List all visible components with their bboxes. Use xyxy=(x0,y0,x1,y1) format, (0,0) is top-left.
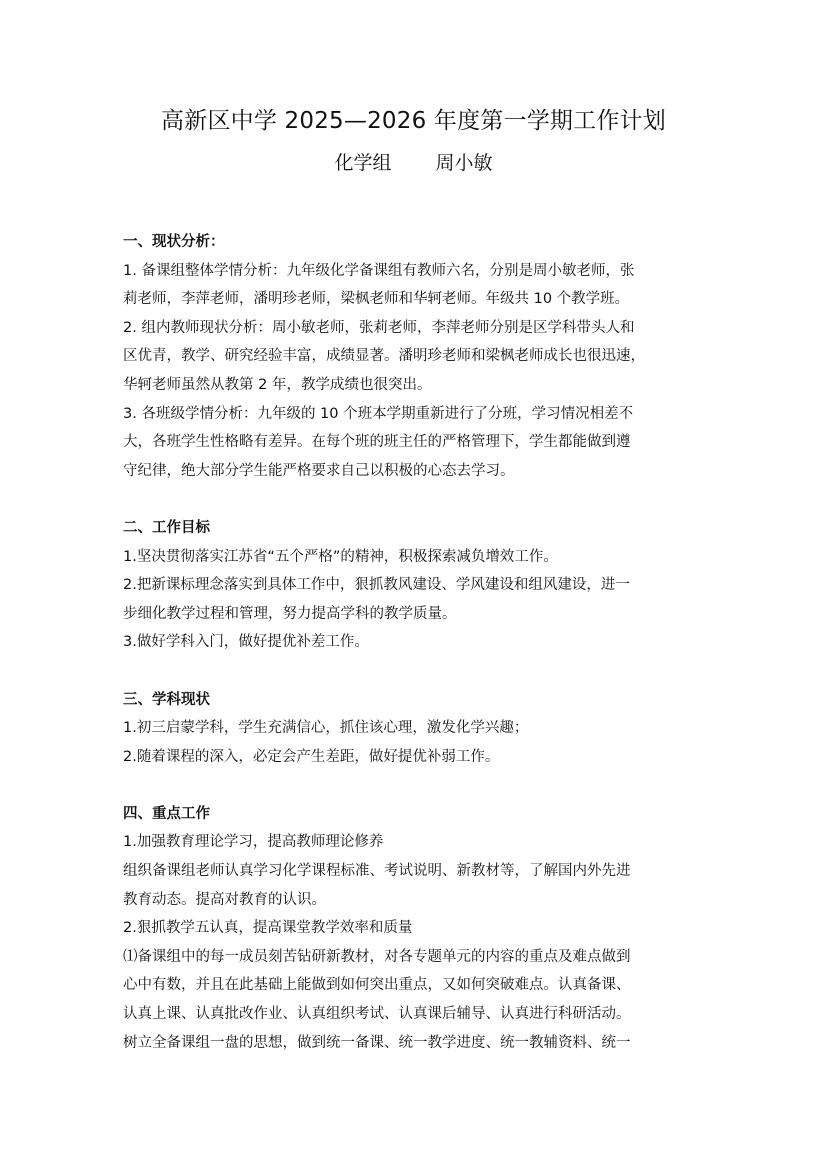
blank-line xyxy=(123,485,713,514)
section-heading: 二、工作目标 xyxy=(123,519,210,536)
section-heading: 一、现状分析： xyxy=(123,234,225,250)
paragraph-line: 2. 组内教师现状分析：周小敏老师，张莉老师，李萍老师分别是区学科带头人和 xyxy=(123,319,635,336)
blank-line xyxy=(123,657,713,686)
document-title: 高新区中学 2025—2026 年度第一学期工作计划 xyxy=(161,108,666,134)
blank-line xyxy=(123,771,713,800)
document-subtitle xyxy=(0,149,827,177)
paragraph-line: 大，各班学生性格略有差异。在每个班的班主任的严格管理下，学生都能做到遵 xyxy=(123,434,631,451)
paragraph-line: 2.把新课标理念落实到具体工作中，狠抓教风建设、学风建设和组风建设，进一 xyxy=(123,577,630,594)
paragraph-line: 1.坚决贯彻落实江苏省“五个严格”的精神，积极探索减负增效工作。 xyxy=(123,548,558,565)
paragraph-line: 3.做好学科入门，做好提优补差工作。 xyxy=(123,634,369,651)
paragraph-line: 教育动态。提高对教育的认识。 xyxy=(123,891,326,908)
author-name: 周小敏 xyxy=(435,152,493,174)
paragraph-line: 1.初三启蒙学科，学生充满信心，抓住该心理，激发化学兴趣； xyxy=(123,720,529,737)
paragraph-line: ⑴备课组中的每一成员刻苦钻研新教材，对各专题单元的内容的重点及难点做到 xyxy=(123,948,631,965)
paragraph-line: 心中有数，并且在此基础上能做到如何突出重点，又如何突破难点。认真备课、 xyxy=(123,977,631,994)
paragraph-line: 守纪律，绝大部分学生能严格要求自己以积极的心态去学习。 xyxy=(123,462,515,479)
paragraph-line: 组织备课组老师认真学习化学课程标准、考试说明、新教材等，了解国内外先进 xyxy=(123,863,631,880)
paragraph-line: 步细化教学过程和管理，努力提高学科的教学质量。 xyxy=(123,605,457,622)
paragraph-line: 2.随着课程的深入，必定会产生差距，做好提优补弱工作。 xyxy=(123,748,500,765)
paragraph-line: 1. 备课组整体学情分析：九年级化学备课组有教师六名，分别是周小敏老师，张 xyxy=(123,262,635,279)
paragraph-line: 华轲老师虽然从教第 2 年，教学成绩也很突出。 xyxy=(123,376,432,393)
paragraph-line: 1.加强教育理论学习，提高教师理论修养 xyxy=(123,834,384,851)
section-heading: 四、重点工作 xyxy=(123,805,210,822)
section-heading: 三、学科现状 xyxy=(123,691,210,708)
paragraph-line: 区优青，教学、研究经验丰富，成绩显著。潘明珍老师和梁枫老师成长也很迅速， xyxy=(123,348,645,365)
group-name: 化学组 xyxy=(334,152,392,174)
paragraph-line: 2.狠抓教学五认真，提高课堂教学效率和质量 xyxy=(123,920,413,937)
paragraph-line: 莉老师，李萍老师，潘明珍老师，梁枫老师和华轲老师。年级共 10 个教学班。 xyxy=(123,291,630,308)
paragraph-line: 树立全备课组一盘的思想，做到统一备课、统一教学进度、统一教辅资料、统一 xyxy=(123,1034,631,1051)
paragraph-line: 认真上课、认真批改作业、认真组织考试、认真课后辅导、认真进行科研活动。 xyxy=(123,1006,631,1023)
paragraph-line: 3. 各班级学情分析：九年级的 10 个班本学期重新进行了分班，学习情况相差不 xyxy=(123,405,634,422)
document-body xyxy=(123,228,713,1057)
